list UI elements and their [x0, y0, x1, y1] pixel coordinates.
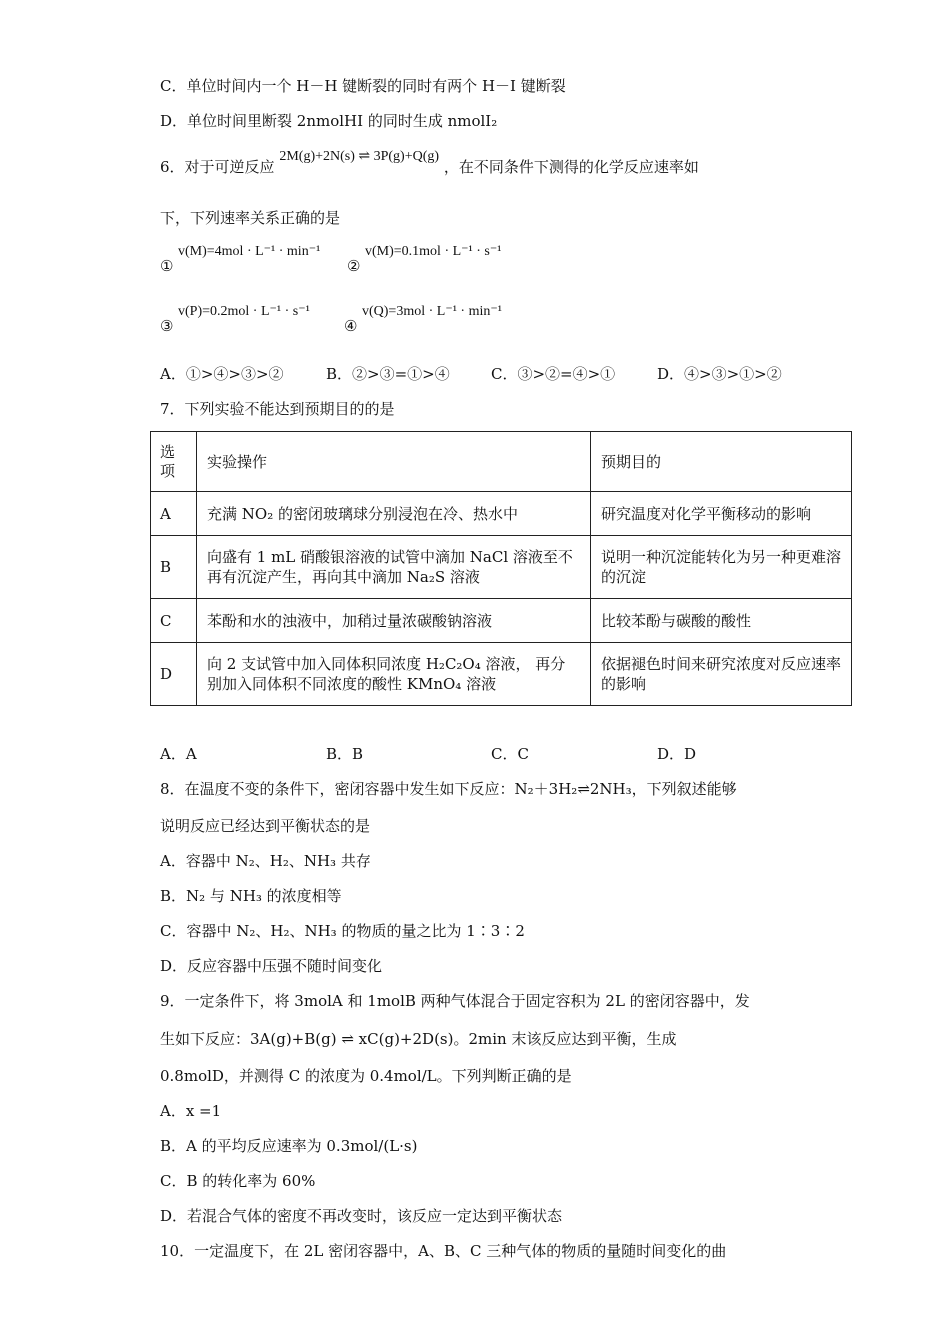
q6-rate-4-number: ④ [344, 317, 358, 335]
q6-option-c: C．③>②=④>① [491, 365, 616, 383]
q10-stem-line1: 10．一定温度下，在 2L 密闭容器中，A、B、C 三种气体的物质的量随时间变化的曲 [160, 1242, 727, 1260]
row-goal: 比较苯酚与碳酸的酸性 [591, 599, 852, 643]
q9-stem-line1: 9．一定条件下，将 3molA 和 1molB 两种气体混合于固定容积为 2L 的密闭容器中，发 [160, 992, 750, 1010]
row-operation: 向 2 支试管中加入同体积同浓度 H₂C₂O₄ 溶液， 再分别加入同体积不同浓度的酸性 KMnO₄ 溶液 [197, 643, 591, 706]
q7-option-c: C．C [491, 745, 529, 763]
q6-rate-3-expression: v(P)=0.2mol · L⁻¹ · s⁻¹ [178, 304, 310, 319]
q6-rate-2-expression: v(M)=0.1mol · L⁻¹ · s⁻¹ [365, 244, 502, 259]
q6-option-b: B．②>③=①>④ [326, 365, 450, 383]
q9-option-d: D．若混合气体的密度不再改变时，该反应一定达到平衡状态 [160, 1207, 563, 1225]
q6-rate-1-expression: v(M)=4mol · L⁻¹ · min⁻¹ [178, 244, 321, 259]
table-row [151, 536, 852, 599]
q6-rate-4-expression: v(Q)=3mol · L⁻¹ · min⁻¹ [362, 304, 502, 319]
row-option: D [151, 643, 197, 706]
table-row [151, 599, 852, 643]
q9-stem-line3: 0.8molD，并测得 C 的浓度为 0.4mol/L。下列判断正确的是 [160, 1067, 572, 1085]
header-goal: 预期目的 [591, 432, 852, 492]
q6-stem-prefix: 6．对于可逆反应 [160, 158, 275, 176]
row-goal: 研究温度对化学平衡移动的影响 [591, 492, 852, 536]
header-option: 选项 [151, 432, 197, 492]
table-row [151, 643, 852, 706]
q7-option-d: D．D [657, 745, 697, 763]
header-operation: 实验操作 [197, 432, 591, 492]
q6-option-a: A．①>④>③>② [160, 365, 284, 383]
q6-rate-3-number: ③ [160, 317, 174, 335]
q5-option-c: C．单位时间内一个 H－H 键断裂的同时有两个 H－I 键断裂 [160, 77, 566, 95]
row-option: A [151, 492, 197, 536]
table-header-row [151, 432, 852, 492]
row-operation: 充满 NO₂ 的密闭玻璃球分别浸泡在冷、热水中 [197, 492, 591, 536]
q7-stem: 7．下列实验不能达到预期目的的是 [160, 400, 395, 418]
q6-rate-2-number: ② [347, 257, 361, 275]
q9-option-b: B．A 的平均反应速率为 0.3mol/(L·s) [160, 1137, 418, 1155]
q8-option-c: C．容器中 N₂、H₂、NH₃ 的物质的量之比为 1∶3∶2 [160, 922, 525, 940]
table-row [151, 492, 852, 536]
q6-options [160, 363, 860, 385]
row-operation: 向盛有 1 mL 硝酸银溶液的试管中滴加 NaCl 溶液至不再有沉淀产生，再向其中滴加 Na₂S 溶液 [197, 536, 591, 599]
q8-stem-line1: 8．在温度不变的条件下，密闭容器中发生如下反应：N₂＋3H₂⇌2NH₃，下列叙述能够 [160, 780, 737, 798]
q6-rate-1-number: ① [160, 257, 174, 275]
row-operation: 苯酚和水的浊液中，加稍过量浓碳酸钠溶液 [197, 599, 591, 643]
q7-option-a: A．A [160, 745, 197, 763]
q9-stem-line2: 生如下反应：3A(g)+B(g) ⇌ xC(g)+2D(s)。2min 末该反应达到平衡，生成 [160, 1030, 677, 1048]
q7-option-b: B．B [326, 745, 364, 763]
q8-option-b: B．N₂ 与 NH₃ 的浓度相等 [160, 887, 342, 905]
q7-experiment-table [150, 431, 852, 706]
q8-option-a: A．容器中 N₂、H₂、NH₃ 共存 [160, 852, 371, 870]
q8-option-d: D．反应容器中压强不随时间变化 [160, 957, 383, 975]
q5-option-d: D．单位时间里断裂 2nmolHI 的同时生成 nmolI₂ [160, 112, 498, 130]
q6-stem-line2: 下，下列速率关系正确的是 [160, 209, 341, 227]
row-goal: 依据褪色时间来研究浓度对反应速率的影响 [591, 643, 852, 706]
q8-stem-line2: 说明反应已经达到平衡状态的是 [160, 817, 371, 835]
q9-option-a: A．x =1 [160, 1102, 222, 1120]
q6-stem [160, 149, 699, 180]
row-option: C [151, 599, 197, 643]
row-goal: 说明一种沉淀能转化为另一种更难溶的沉淀 [591, 536, 852, 599]
row-option: B [151, 536, 197, 599]
q6-option-d: D．④>③>①>② [657, 365, 782, 383]
q9-option-c: C．B 的转化率为 60% [160, 1172, 316, 1190]
q7-options [160, 743, 860, 765]
q6-stem-suffix: ，在不同条件下测得的化学反应速率如 [443, 158, 699, 176]
q6-equation: 2M(g)+2N(s) ⇌ 3P(g)+Q(g) [279, 149, 440, 164]
